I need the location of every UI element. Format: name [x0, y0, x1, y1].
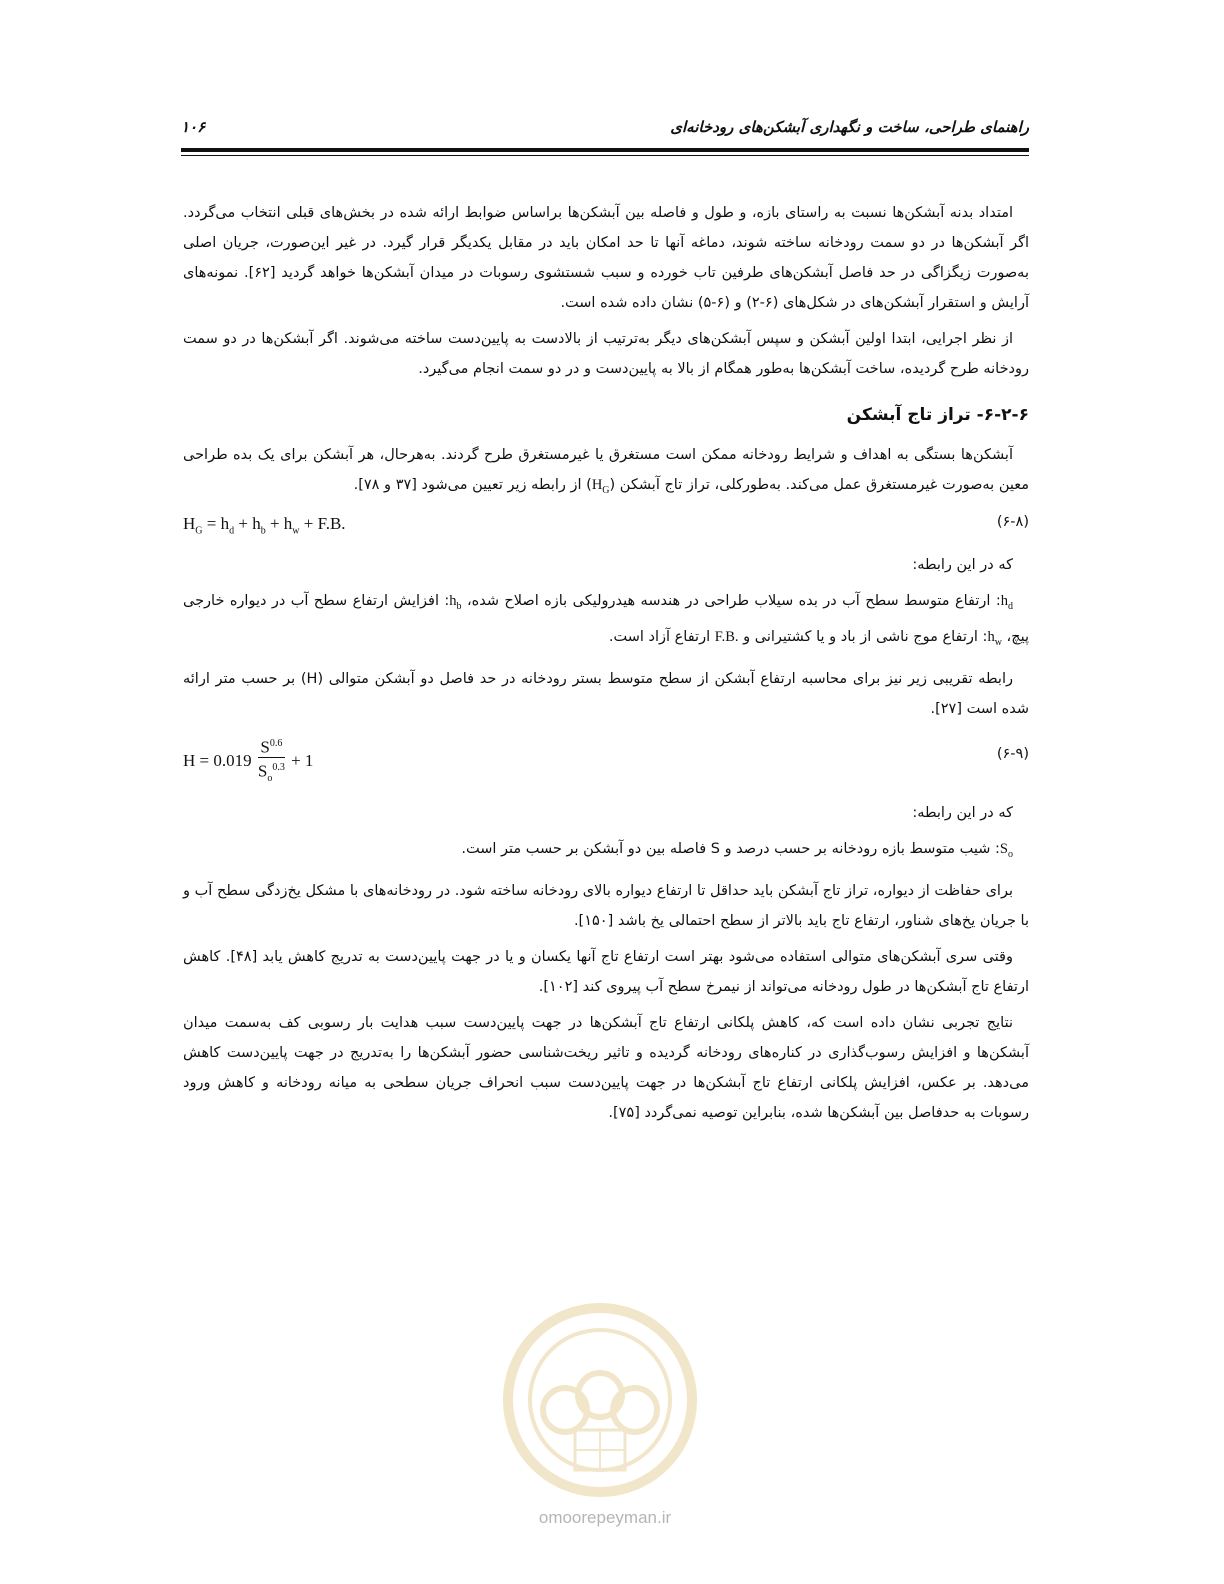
paragraph-6: [183, 834, 1029, 870]
paragraph-4-text-d: ارتفاع آزاد است.: [608, 628, 715, 645]
equation-8: $H_G = h_d + h_b + h_w + F.B$.: [183, 513, 346, 537]
paragraph-3-text-b: ) از رابطه زیر تعیین می‌شود [۳۷ و ۷۸].: [353, 477, 592, 493]
equation-9: H = 0.019 $\frac{S^{0.6}}{S_o^{0.3}}$ + 1: [183, 734, 313, 790]
paragraph-1: امتداد بدنه آبشکن‌ها نسبت به راستای بازه، و طول و فاصله بین آبشکن‌ها براساس ضوابط ارائه شده در بخش‌های قبلی انتخاب می‌گردد. اگر آبشکن‌ها در دو سمت رودخانه ساخته شوند، دماغه آنها تا حد امکان باید در مقابل یکدیگر قرار گیرد. در غیر این‌صورت، جریان اصلی به‌صورت زیگزاگی در حد فاصل آبشکن‌های طرفین تاب خورده و سبب شستشوی رسوبات در میدان آبشکن‌ها خواهد گردید [۶۲]. نمونه‌های آرایش و استقرار آبشکن‌های در شکل‌های (۶-۲) و (۶-۵) نشان داده شده است.: [183, 205, 1029, 311]
symbol-so: $S_o$: [999, 840, 1013, 860]
paragraph-2: از نظر اجرایی، ابتدا اولین آبشکن و سپس آبشکن‌های دیگر به‌ترتیب از بالادست به پایین‌دست ساخته می‌شوند. اگر آبشکن‌ها در دو سمت رودخانه طرح گردیده، ساخت آبشکن‌ها به‌طور همگام از بالا به پایین‌دست و در دو سمت انجام می‌گیرد.: [183, 331, 1029, 377]
equation-8-row: [183, 512, 1029, 544]
header-rule-thin: [181, 155, 1029, 156]
equation-8-number: (۶-۸): [996, 513, 1029, 530]
symbol-hd: $h_d$: [1000, 592, 1013, 612]
section-heading: ۶-۲-۶- تراز تاج آبشکن: [846, 405, 1029, 425]
paragraph-4: [183, 586, 1029, 658]
symbol-hg: $H_G$: [591, 477, 610, 496]
header-rule-thick: [181, 148, 1029, 152]
paragraph-7: برای حفاظت از دیواره، تراز تاج آبشکن باید حداقل تا ارتفاع دیواره بالای رودخانه ساخته شود. در رودخانه‌های با مشکل یخ‌زدگی سطح آب و با جریان یخ‌های شناور، ارتفاع تاج باید بالاتر از سطح احتمالی یخ باشد [۱۵۰].: [183, 882, 1029, 929]
paragraph-8: وقتی سری آبشکن‌های متوالی استفاده می‌شود بهتر است ارتفاع تاج آنها یکسان و یا در جهت پایین‌دست به تدریج کاهش یابد [۴۸]. کاهش ارتفاع تاج آبشکن‌ها در طول رودخانه می‌تواند از نیمرخ سطح آب پیروی کند [۱۰۲].: [183, 948, 1029, 995]
equation-9-row: [183, 732, 1029, 792]
symbol-fb: F.B.: [714, 628, 739, 645]
paragraph-4-text-b: : افزایش ارتفاع سطح آب در دیواره خارجی پیچ،: [183, 592, 1029, 645]
where-label-2: که در این رابطه:: [912, 804, 1013, 821]
paragraph-3-text-a: آبشکن‌ها بستگی به اهداف و شرایط رودخانه ممکن است مستغرق یا غیرمستغرق طرح گردند. به‌هرحال، هر آبشکن برای یک بده طراحی معین به‌صورت غیرمستغرق عمل می‌کند. به‌طورکلی، تراز تاج آبشکن (: [183, 447, 1029, 493]
running-title: راهنمای طراحی، ساخت و نگهداری آبشکن‌های رودخانه‌ای: [670, 118, 1029, 136]
paragraph-5: رابطه تقریبی زیر نیز برای محاسبه ارتفاع آبشکن از سطح متوسط بستر رودخانه در حد فاصل دو آبشکن متوالی (H) بر حسب متر ارائه شده است [۲۷].: [183, 670, 1029, 717]
equation-9-number: (۶-۹): [996, 745, 1029, 762]
equation-9-fraction: $\frac{S^{0.6}}{S_o^{0.3}}$: [258, 734, 285, 790]
page-number: ۱۰۶: [181, 118, 206, 136]
paragraph-4-text-c: : ارتفاع موج ناشی از باد و یا کشتیرانی و: [738, 628, 988, 645]
symbol-hb: $h_b$: [449, 592, 462, 612]
page-body: [183, 198, 1029, 1134]
where-label-1: که در این رابطه:: [912, 556, 1013, 573]
paragraph-4-text-a: : ارتفاع متوسط سطح آب در بده سیلاب طراحی در هندسه هیدرولیکی بازه اصلاح شده،: [461, 592, 1001, 609]
watermark-url: omoorepeyman.ir: [538, 1508, 672, 1527]
watermark-logo: [495, 1290, 705, 1505]
paragraph-9: نتایج تجربی نشان داده است که، کاهش پلکانی ارتفاع تاج آبشکن‌ها در جهت پایین‌دست سبب هدایت بار رسوبی کف به‌سمت میدان آبشکن‌ها و افزایش رسوب‌گذاری در کناره‌های رودخانه گردیده و تاثیر ریخت‌شناسی حضور آبشکن‌ها را به‌تدریج در جهت پایین‌دست کاهش می‌دهد. بر عکس، افزایش پلکانی ارتفاع تاج آبشکن‌ها در جهت پایین‌دست سبب انحراف جریان سطحی به میانه رودخانه و کاهش ورود رسوبات به حدفاصل بین آبشکن‌ها شده، بنابراین توصیه نمی‌گردد [۷۵].: [183, 1014, 1029, 1121]
paragraph-6-text: : شیب متوسط بازه رودخانه بر حسب درصد و S فاصله بین دو آبشکن بر حسب متر است.: [461, 840, 1000, 857]
paragraph-3: [183, 440, 1029, 506]
symbol-hw: $h_w$: [987, 628, 1002, 648]
